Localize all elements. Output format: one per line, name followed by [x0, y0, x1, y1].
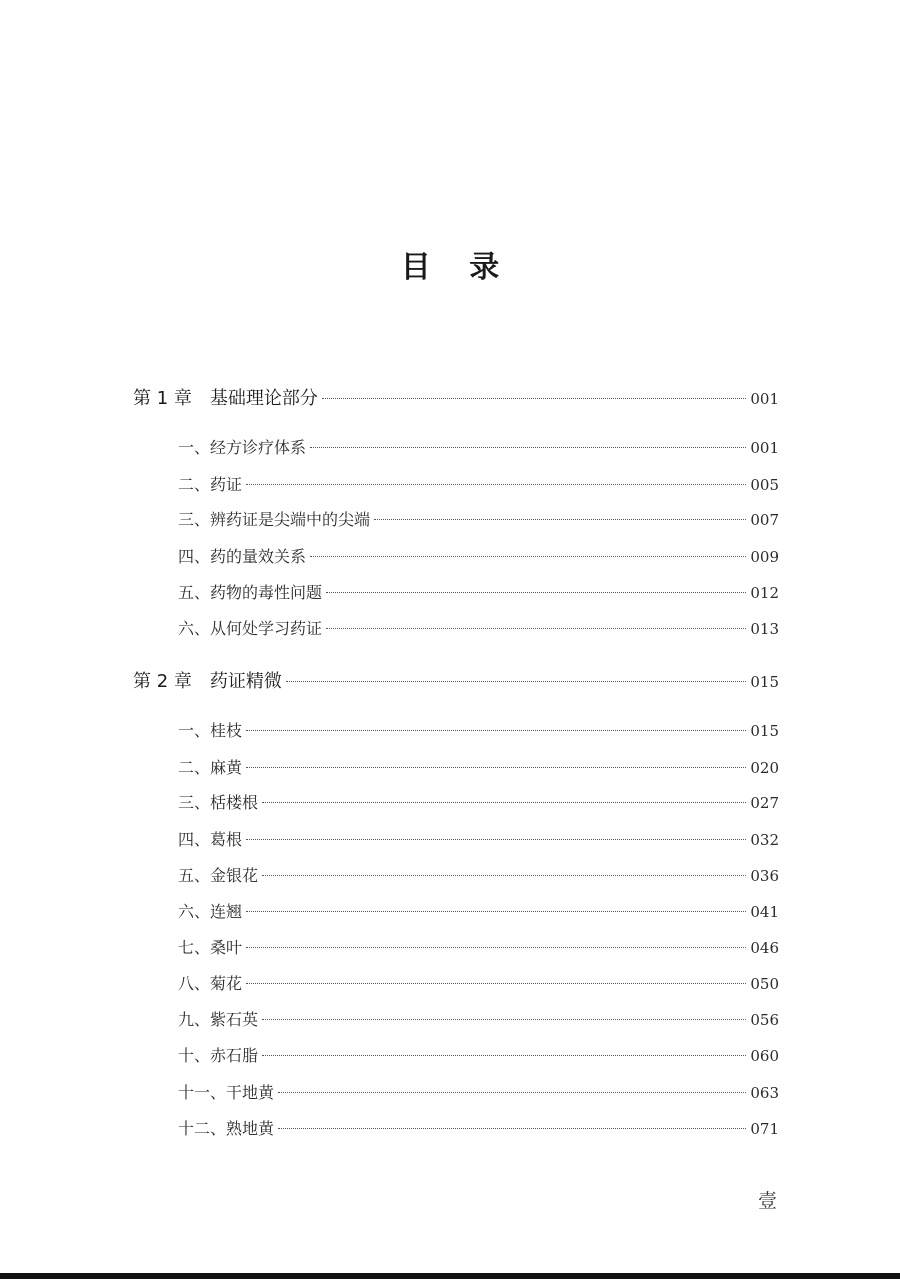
toc-entry[interactable]	[178, 972, 779, 996]
toc-chapter-1[interactable]	[133, 387, 779, 411]
toc-entry-page: 015	[750, 722, 779, 740]
toc-entry-label: 三、栝楼根	[178, 793, 259, 812]
toc-entry-label: 十二、熟地黄	[178, 1119, 275, 1138]
toc-entry[interactable]	[178, 828, 779, 852]
dot-leader	[278, 1092, 746, 1093]
toc-entry[interactable]	[178, 719, 779, 743]
dot-leader	[246, 911, 746, 912]
toc-entry-page: 056	[750, 1011, 779, 1029]
toc-entry-label: 五、金银花	[178, 866, 259, 885]
dot-leader	[246, 839, 746, 840]
toc-chapter-2[interactable]	[133, 670, 779, 694]
dot-leader	[322, 398, 746, 399]
toc-entry-label: 七、桑叶	[178, 938, 243, 957]
toc-entry-label: 六、连翘	[178, 902, 243, 921]
toc-entry-page: 032	[750, 831, 779, 849]
toc-entry-page: 013	[750, 620, 779, 638]
toc-entry[interactable]	[178, 900, 779, 924]
toc-entry-label: 四、葛根	[178, 830, 243, 849]
toc-entry[interactable]	[178, 581, 779, 605]
chapter-number: 第 2 章	[133, 671, 192, 692]
dot-leader	[262, 1019, 746, 1020]
chapter-title: 基础理论部分	[209, 388, 318, 409]
toc-entry[interactable]	[178, 936, 779, 960]
toc-entry-page: 046	[750, 939, 779, 957]
toc-entry-label: 十一、干地黄	[178, 1083, 275, 1102]
dot-leader	[246, 983, 746, 984]
dot-leader	[246, 730, 746, 731]
toc-entry-label: 一、桂枝	[178, 721, 243, 740]
toc-entry-page: 060	[750, 1047, 779, 1065]
toc-entry-page: 009	[750, 548, 779, 566]
toc-entry[interactable]	[178, 864, 779, 888]
toc-entry[interactable]	[178, 508, 779, 532]
chapter-page-number: 015	[750, 673, 779, 691]
toc-entry-label: 四、药的量效关系	[178, 547, 307, 566]
toc-entry-page: 027	[750, 794, 779, 812]
page-folio: 壹	[758, 1190, 778, 1212]
toc-entry-label: 六、从何处学习药证	[178, 619, 323, 638]
dot-leader	[246, 767, 746, 768]
toc-entry[interactable]	[178, 545, 779, 569]
toc-entry[interactable]	[178, 1044, 779, 1068]
dot-leader	[326, 628, 746, 629]
toc-entry-label: 八、菊花	[178, 974, 243, 993]
page-title: 目 录	[400, 250, 514, 285]
dot-leader	[310, 556, 746, 557]
toc-entry[interactable]	[178, 617, 779, 641]
chapter-title: 药证精微	[209, 671, 282, 692]
toc-entry-label: 十、赤石脂	[178, 1046, 259, 1065]
toc-entry[interactable]	[178, 473, 779, 497]
toc-entry-page: 050	[750, 975, 779, 993]
dot-leader	[326, 592, 746, 593]
toc-entry-label: 五、药物的毒性问题	[178, 583, 323, 602]
toc-entry[interactable]	[178, 436, 779, 460]
toc-entry-page: 001	[750, 439, 779, 457]
dot-leader	[286, 681, 746, 682]
dot-leader	[246, 484, 746, 485]
toc-entry-label: 一、经方诊疗体系	[178, 438, 307, 457]
toc-entry-page: 071	[750, 1120, 779, 1138]
toc-entry-label: 二、药证	[178, 475, 243, 494]
toc-entry-page: 020	[750, 759, 779, 777]
chapter-number: 第 1 章	[133, 388, 192, 409]
toc-entry-page: 063	[750, 1084, 779, 1102]
dot-leader	[246, 947, 746, 948]
dot-leader	[374, 519, 746, 520]
toc-entry[interactable]	[178, 791, 779, 815]
toc-entry[interactable]	[178, 756, 779, 780]
toc-entry-page: 012	[750, 584, 779, 602]
dot-leader	[278, 1128, 746, 1129]
toc-entry-page: 036	[750, 867, 779, 885]
toc-entry-label: 九、紫石英	[178, 1010, 259, 1029]
chapter-page-number: 001	[750, 390, 779, 408]
dot-leader	[262, 875, 746, 876]
toc-entry-page: 007	[750, 511, 779, 529]
toc-entry[interactable]	[178, 1081, 779, 1105]
toc-entry[interactable]	[178, 1008, 779, 1032]
toc-entry-label: 三、辨药证是尖端中的尖端	[178, 510, 371, 529]
toc-entry-label: 二、麻黄	[178, 758, 243, 777]
bottom-border	[0, 1273, 900, 1279]
dot-leader	[310, 447, 746, 448]
toc-entry-page: 041	[750, 903, 779, 921]
dot-leader	[262, 802, 746, 803]
dot-leader	[262, 1055, 746, 1056]
toc-entry[interactable]	[178, 1117, 779, 1141]
toc-entry-page: 005	[750, 476, 779, 494]
